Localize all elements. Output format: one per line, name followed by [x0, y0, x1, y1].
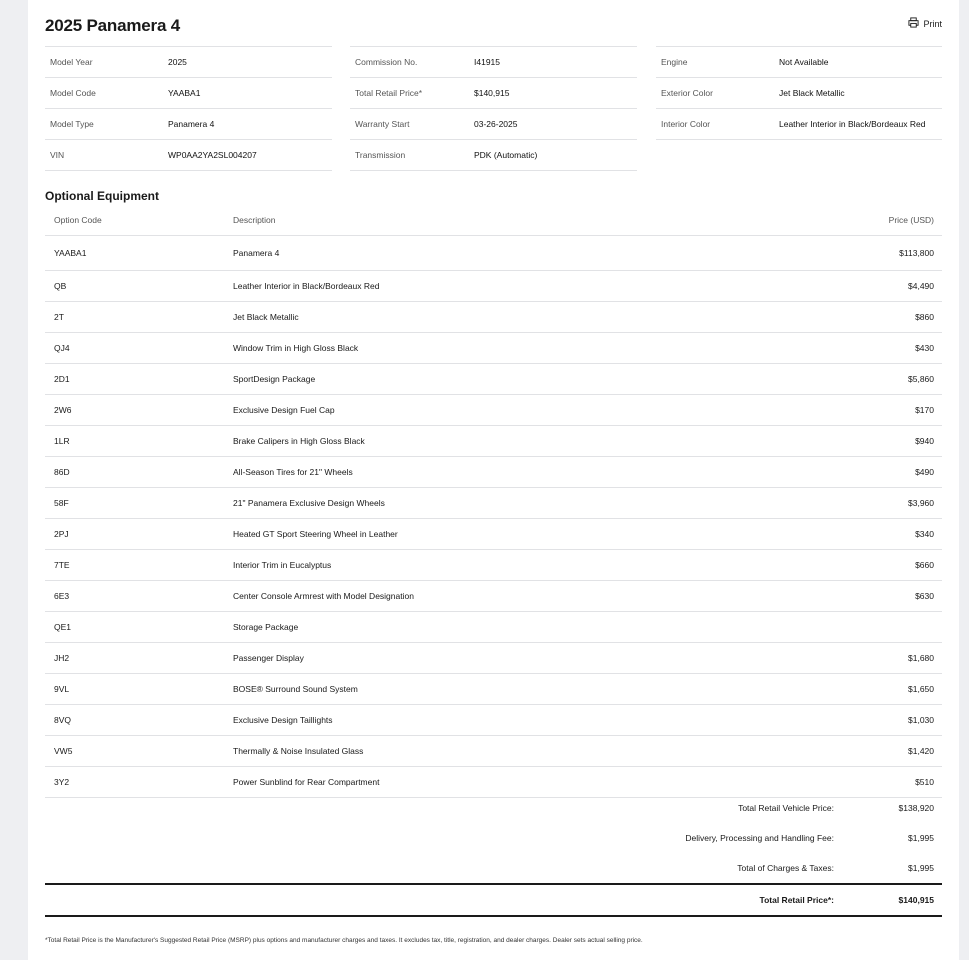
column-header-option-code: Option Code — [54, 215, 102, 225]
spec-value: 2025 — [168, 57, 187, 67]
option-code: 9VL — [54, 684, 70, 694]
total-label: Total of Charges & Taxes: — [737, 863, 834, 873]
option-price: $3,960 — [908, 498, 934, 508]
total-retail-price-row — [45, 883, 942, 917]
spec-label: Model Year — [50, 57, 93, 67]
option-price: $630 — [915, 591, 934, 601]
option-price: $860 — [915, 312, 934, 322]
table-row — [45, 395, 942, 426]
print-label: Print — [923, 18, 942, 29]
spec-row-model-code — [45, 77, 332, 108]
spec-value: PDK (Automatic) — [474, 150, 538, 160]
spec-value: YAABA1 — [168, 88, 201, 98]
table-row — [45, 581, 942, 612]
spec-row-engine — [656, 46, 942, 77]
table-row — [45, 457, 942, 488]
page-title: 2025 Panamera 4 — [45, 16, 180, 35]
spec-row-interior-color — [656, 108, 942, 140]
total-value: $138,920 — [898, 803, 934, 813]
option-description: Storage Package — [233, 622, 299, 632]
table-row — [45, 333, 942, 364]
option-description: Window Trim in High Gloss Black — [233, 343, 359, 353]
total-label: Delivery, Processing and Handling Fee: — [685, 833, 834, 843]
option-price: $1,680 — [908, 653, 934, 663]
option-code: YAABA1 — [54, 248, 87, 258]
delivery-fee-row — [45, 823, 942, 853]
total-label: Total Retail Price*: — [759, 895, 834, 905]
footnote: *Total Retail Price is the Manufacturer's Suggested Retail Price (MSRP) plus options and manufacturer charges and taxes. It excludes tax, title, registration, and dealer charges. Dealer sets actual selling price. — [45, 937, 643, 944]
option-price: $113,800 — [899, 248, 934, 258]
column-header-description: Description — [233, 215, 276, 225]
option-code: 58F — [54, 498, 69, 508]
table-row — [45, 674, 942, 705]
totals-section — [45, 793, 942, 917]
option-description: Panamera 4 — [233, 248, 280, 258]
spec-row-transmission — [350, 139, 637, 171]
option-code: JH2 — [54, 653, 70, 663]
option-price: $490 — [915, 467, 934, 477]
spec-row-vin — [45, 139, 332, 171]
spec-row-warranty-start — [350, 108, 637, 139]
spec-label: Exterior Color — [661, 88, 713, 98]
window-sticker-sheet — [28, 0, 959, 960]
option-code: 2PJ — [54, 529, 69, 539]
option-description: Passenger Display — [233, 653, 304, 663]
option-code: 1LR — [54, 436, 70, 446]
option-code: 8VQ — [54, 715, 72, 725]
spec-label: Total Retail Price* — [355, 88, 423, 98]
table-row — [45, 302, 942, 333]
spec-value: WP0AA2YA2SL004207 — [168, 150, 257, 160]
option-description: Thermally & Noise Insulated Glass — [233, 746, 364, 756]
table-row — [45, 612, 942, 643]
option-description: Center Console Armrest with Model Designation — [233, 591, 414, 601]
option-code: 2D1 — [54, 374, 70, 384]
option-code: 2T — [54, 312, 64, 322]
print-button[interactable] — [908, 17, 942, 30]
spec-label: Transmission — [355, 150, 406, 160]
option-description: All-Season Tires for 21" Wheels — [233, 467, 353, 477]
table-header — [45, 205, 942, 236]
spec-label: Commission No. — [355, 57, 418, 67]
spec-label: Interior Color — [661, 119, 711, 129]
spec-label: Model Code — [50, 88, 96, 98]
option-description: 21" Panamera Exclusive Design Wheels — [233, 498, 385, 508]
option-price: $1,650 — [908, 684, 934, 694]
column-header-price: Price (USD) — [888, 215, 934, 225]
option-description: Interior Trim in Eucalyptus — [233, 560, 332, 570]
table-row — [45, 550, 942, 581]
option-price: $170 — [915, 405, 934, 415]
option-description: Exclusive Design Fuel Cap — [233, 405, 335, 415]
option-price: $940 — [915, 436, 934, 446]
option-price: $1,030 — [908, 715, 934, 725]
spec-column-3 — [656, 46, 942, 140]
option-code: 2W6 — [54, 405, 72, 415]
spec-label: Model Type — [50, 119, 94, 129]
option-price: $430 — [915, 343, 934, 353]
spec-column-1 — [45, 46, 332, 171]
option-code: QE1 — [54, 622, 72, 632]
option-code: QB — [54, 281, 67, 291]
option-description: Heated GT Sport Steering Wheel in Leather — [233, 529, 398, 539]
spec-row-model-year — [45, 46, 332, 77]
option-price: $340 — [915, 529, 934, 539]
charges-taxes-row — [45, 853, 942, 883]
spec-value: Panamera 4 — [168, 119, 215, 129]
table-row — [45, 643, 942, 674]
option-price: $510 — [915, 777, 934, 787]
option-price: $4,490 — [908, 281, 934, 291]
table-row — [45, 364, 942, 395]
option-code: QJ4 — [54, 343, 70, 353]
spec-value: I41915 — [474, 57, 500, 67]
option-description: Jet Black Metallic — [233, 312, 299, 322]
total-label: Total Retail Vehicle Price: — [738, 803, 834, 813]
spec-value: Leather Interior in Black/Bordeaux Red — [779, 119, 926, 129]
option-description: Exclusive Design Taillights — [233, 715, 333, 725]
spec-row-exterior-color — [656, 77, 942, 108]
total-value: $1,995 — [908, 863, 934, 873]
option-code: 86D — [54, 467, 70, 477]
spec-row-total-retail-price — [350, 77, 637, 108]
table-row — [45, 488, 942, 519]
option-price: $660 — [915, 560, 934, 570]
option-description: Leather Interior in Black/Bordeaux Red — [233, 281, 380, 291]
table-row — [45, 426, 942, 457]
total-vehicle-price-row — [45, 793, 942, 823]
printer-icon — [908, 17, 919, 30]
option-code: 6E3 — [54, 591, 70, 601]
table-row — [45, 736, 942, 767]
option-description: SportDesign Package — [233, 374, 316, 384]
spec-row-model-type — [45, 108, 332, 139]
spec-column-2 — [350, 46, 637, 171]
spec-value: $140,915 — [474, 88, 510, 98]
option-code: 3Y2 — [54, 777, 70, 787]
total-value: $140,915 — [898, 895, 934, 905]
option-code: VW5 — [54, 746, 73, 756]
spec-value: 03-26-2025 — [474, 119, 518, 129]
spec-label: Engine — [661, 57, 688, 67]
option-price: $5,860 — [908, 374, 934, 384]
spec-label: VIN — [50, 150, 65, 160]
spec-row-commission — [350, 46, 637, 77]
total-value: $1,995 — [908, 833, 934, 843]
table-row — [45, 236, 942, 271]
option-code: 7TE — [54, 560, 70, 570]
spec-value: Not Available — [779, 57, 829, 67]
table-row — [45, 519, 942, 550]
option-description: Power Sunblind for Rear Compartment — [233, 777, 380, 787]
table-row — [45, 271, 942, 302]
optional-equipment-heading: Optional Equipment — [45, 189, 159, 203]
option-description: BOSE® Surround Sound System — [233, 684, 358, 694]
table-row — [45, 705, 942, 736]
option-description: Brake Calipers in High Gloss Black — [233, 436, 365, 446]
option-price: $1,420 — [908, 746, 934, 756]
optional-equipment-table — [45, 205, 942, 798]
spec-value: Jet Black Metallic — [779, 88, 845, 98]
spec-label: Warranty Start — [355, 119, 410, 129]
